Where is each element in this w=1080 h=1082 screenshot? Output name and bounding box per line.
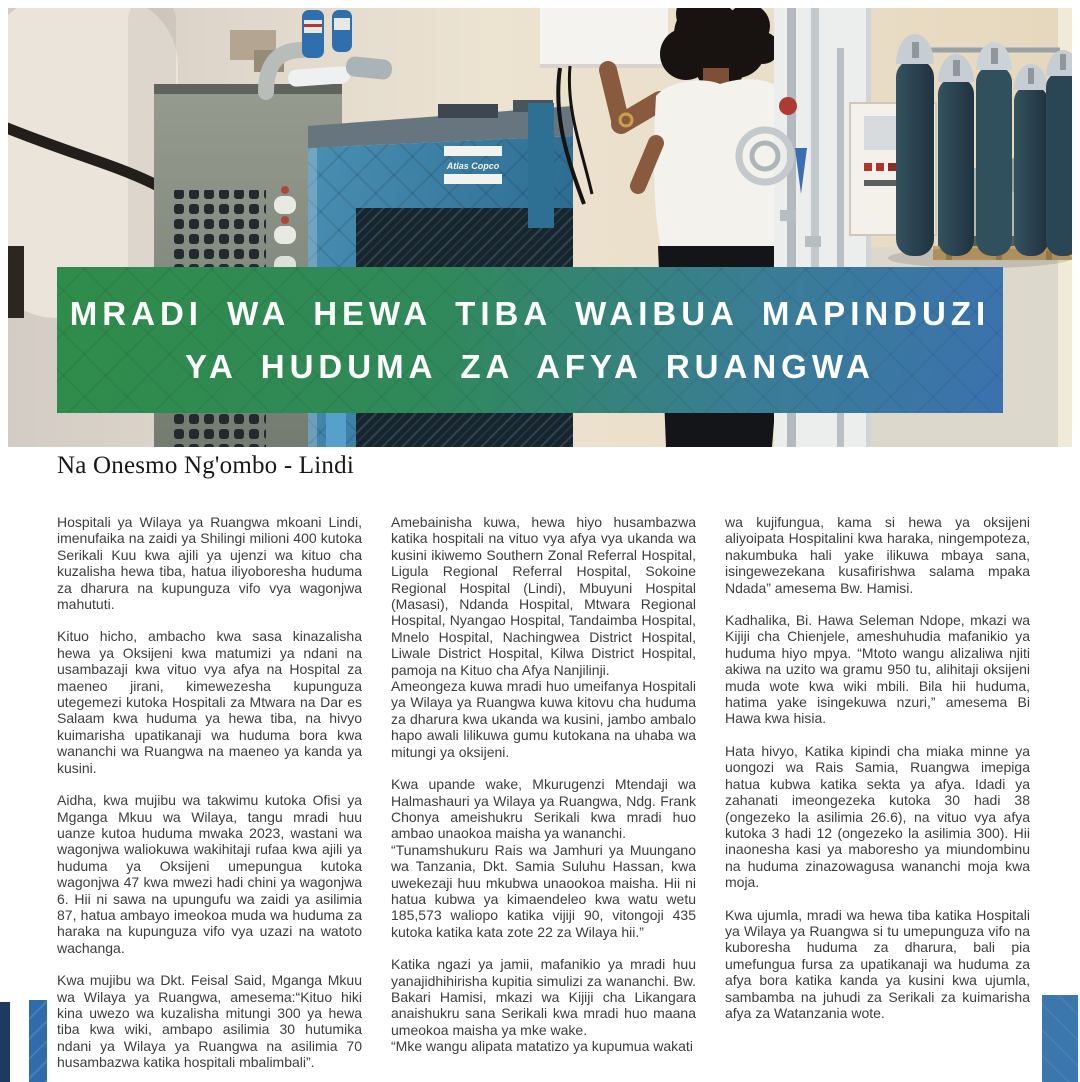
equipment-slab xyxy=(528,103,554,228)
cylinder xyxy=(1046,50,1072,256)
equipment-label-text: Atlas Copco xyxy=(446,161,500,171)
cylinder xyxy=(976,42,1012,256)
hero-photo xyxy=(8,8,1072,447)
dryer-filters xyxy=(274,186,296,274)
bottom-left-blue-bar xyxy=(29,1000,47,1082)
cylinder xyxy=(938,54,974,256)
article-paragraph: Hospitali ya Wilaya ya Ruangwa mkoani Lindi, imenufaika na zaidi ya Shilingi milioni 400 kutoka Serikali Kuu kwa ajili ya ujenzi wa kituo cha kuzalisha hewa tiba, hatua iliyoboresha huduma za dharura na kupunguza vifo vya wagonjwa mahututi. xyxy=(57,514,362,613)
article-paragraph: “Tunamshukuru Rais wa Jamhuri ya Muungano wa Tanzania, Dkt. Samia Suluhu Hassan, kwa uwekezaji huu mkubwa unaookoa maisha. Hii ni hatua kubwa ya kimaendeleo kwa watu wetu 185,573 waliopo katika vijiji 90, vitongoji 435 kutoka katika kata zote 22 za Wilaya hii.” xyxy=(391,841,696,940)
article-paragraph: Kwa mujibu wa Dkt. Feisal Said, Mganga Mkuu wa Wilaya ya Ruangwa, amesema:“Kituo hiki kina uwezo wa kuzalisha mitungi 300 ya hewa tiba kwa wiki, ambapo asilimia 30 hutumika ndani ya Wilaya ya Ruangwa na asilimia 70 husambazwa katika hospitali mbalimbali”. xyxy=(57,972,362,1071)
article-column-2 xyxy=(391,514,696,1074)
article-column-1 xyxy=(57,514,362,1074)
title-line-1: MRADI WA HEWA TIBA WAIBUA MAPINDUZI xyxy=(69,294,991,332)
red-valve xyxy=(779,97,797,115)
article-paragraph: “Mke wangu alipata matatizo ya kupumua wakati xyxy=(391,1038,693,1055)
byline: Na Onesmo Ng'ombo - Lindi xyxy=(57,452,354,479)
article-paragraph: Ameongeza kuwa mradi huo umeifanya Hospitali ya Wilaya ya Ruangwa kuwa kitovu cha huduma za dharura kwa ukanda wa kusini, jambo ambalo hapo awali lilikuwa gumu kutokana na uhaba wa mitungi ya oksijeni. xyxy=(391,678,696,760)
article-paragraph: Hata hivyo, Katika kipindi cha miaka minne ya uongozi wa Rais Samia, Ruangwa imepiga hatua kubwa katika sekta ya afya. Idadi ya zahanati imeongezeka kutoka 30 hadi 38 (ongezeko la asilimia 26.6), na vituo vya afya kutoka 3 hadi 12 (ongezeko la asilimia 300). Hii inaonesha kasi ya maboresho ya miundombinu na huduma zinazowagusa wananchi moja kwa moja. xyxy=(725,742,1030,891)
article-body xyxy=(57,514,1030,1074)
article-paragraph: Aidha, kwa mujibu wa takwimu kutoka Ofisi ya Mganga Mkuu wa Wilaya, tangu mradi huu uanze kutoa huduma mwaka 2023, wastani wa wagonjwa waliokuwa wakihitaji rufaa kwa ajili ya huduma ya Oksijeni umepungua kutoka wagonjwa 47 kwa mwezi hadi chini ya wagonjwa 6. Hii ni sawa na upungufu wa zaidi ya asilimia 87, hatua ambayo imeokoa muda wa huduma za haraka na kupunguza vifo vya uzazi na watoto wachanga. xyxy=(57,792,362,956)
article-paragraph: wa kujifungua, kama si hewa ya oksijeni aliyoipata Hospitalini kwa haraka, ningempoteza, nakumbuka hali yake ilikuwa mbaya sana, isingewezekana kusafirishwa salama mpaka Ndada” amesema Bw. Hamisi. xyxy=(725,514,1030,596)
cylinder xyxy=(1014,64,1048,256)
bottom-right-blue-tab xyxy=(1042,995,1078,1082)
article-paragraph: Kwa ujumla, mradi wa hewa tiba katika Hospitali ya Wilaya ya Ruangwa si tu umepunguza vifo na kuboresha huduma za dharura, bali pia umefungua fursa za upatikanaji wa huduma za afya bora katika kanda ya kusini kwa ujumla, sambamba na juhudi za Serikali za kuimarisha afya za Watanzania wote. xyxy=(725,906,1030,1021)
article-paragraph: Kadhalika, Bi. Hawa Seleman Ndope, mkazi wa Kijiji cha Chienjele, ameshuhudia mafanikio ya huduma hiyo mpya. “Mtoto wangu alizaliwa njiti akiwa na uzito wa gramu 950 tu, alihitaji oksijeni muda wote kwa wiki mbili. Bila hii huduma, hatima yake isingekuwa nzuri,” amesema Bi Hawa kwa hisia. xyxy=(725,612,1030,727)
bottom-left-navy-bar xyxy=(0,1002,10,1082)
title-line-2: YA HUDUMA ZA AFYA RUANGWA xyxy=(185,348,875,385)
cylinder xyxy=(896,34,934,256)
atlas-copco-label xyxy=(444,146,502,184)
article-paragraph: Kituo hicho, ambacho kwa sasa kinazalisha hewa ya Oksijeni kwa matumizi ya ndani na usambazaji kwa vituo vya afya na Hospital za maeneo jirani, kimewezesha kupunguza utegemezi kutoka Hospitali za Mtwara na Dar es Salaam kwa huduma ya hewa tiba, na hivyo kuimarisha upatikanaji wa huduma bora kwa wananchi wa Ruangwa na maeneo ya kanda ya kusini. xyxy=(57,628,362,776)
article-paragraph: Kwa upande wake, Mkurugenzi Mtendaji wa Halmashauri ya Wilaya ya Ruangwa, Ndg. Frank Chonya ameishukru Serikali kwa mradi huo ambao unaokoa maisha ya wananchi. xyxy=(391,776,696,842)
pipe-stub xyxy=(8,246,24,318)
title-banner xyxy=(57,267,1003,413)
article-column-3 xyxy=(725,514,1030,1074)
article-paragraph: Katika ngazi ya jamii, mafanikio ya mradi huu yanajidhihirisha kupitia simulizi za wananchi. Bw. Bakari Hamisi, mkazi wa Kijiji cha Likangara anaishukru sana Serikali kwa mradi huo maana umeokoa maisha ya mke wake. xyxy=(391,956,696,1038)
article-paragraph: Amebainisha kuwa, hewa hiyo husambazwa katika hospitali na vituo vya afya vya ukanda wa kusini ikiwemo Southern Zonal Referral Hospital, Ligula Regional Referral Hospital, Sokoine Regional Hospital (Lindi), Mbuyuni Hospital (Masasi), Ndanda Hospital, Mtwara Regional Hospital, Nyangao Hospital, Tandaimba Hospital, Mnelo Hospital, Nachingwea District Hospital, Liwale District Hospital, Kilwa District Hospital, pamoja na Kituo cha Afya Nanjilinji. xyxy=(391,514,696,678)
